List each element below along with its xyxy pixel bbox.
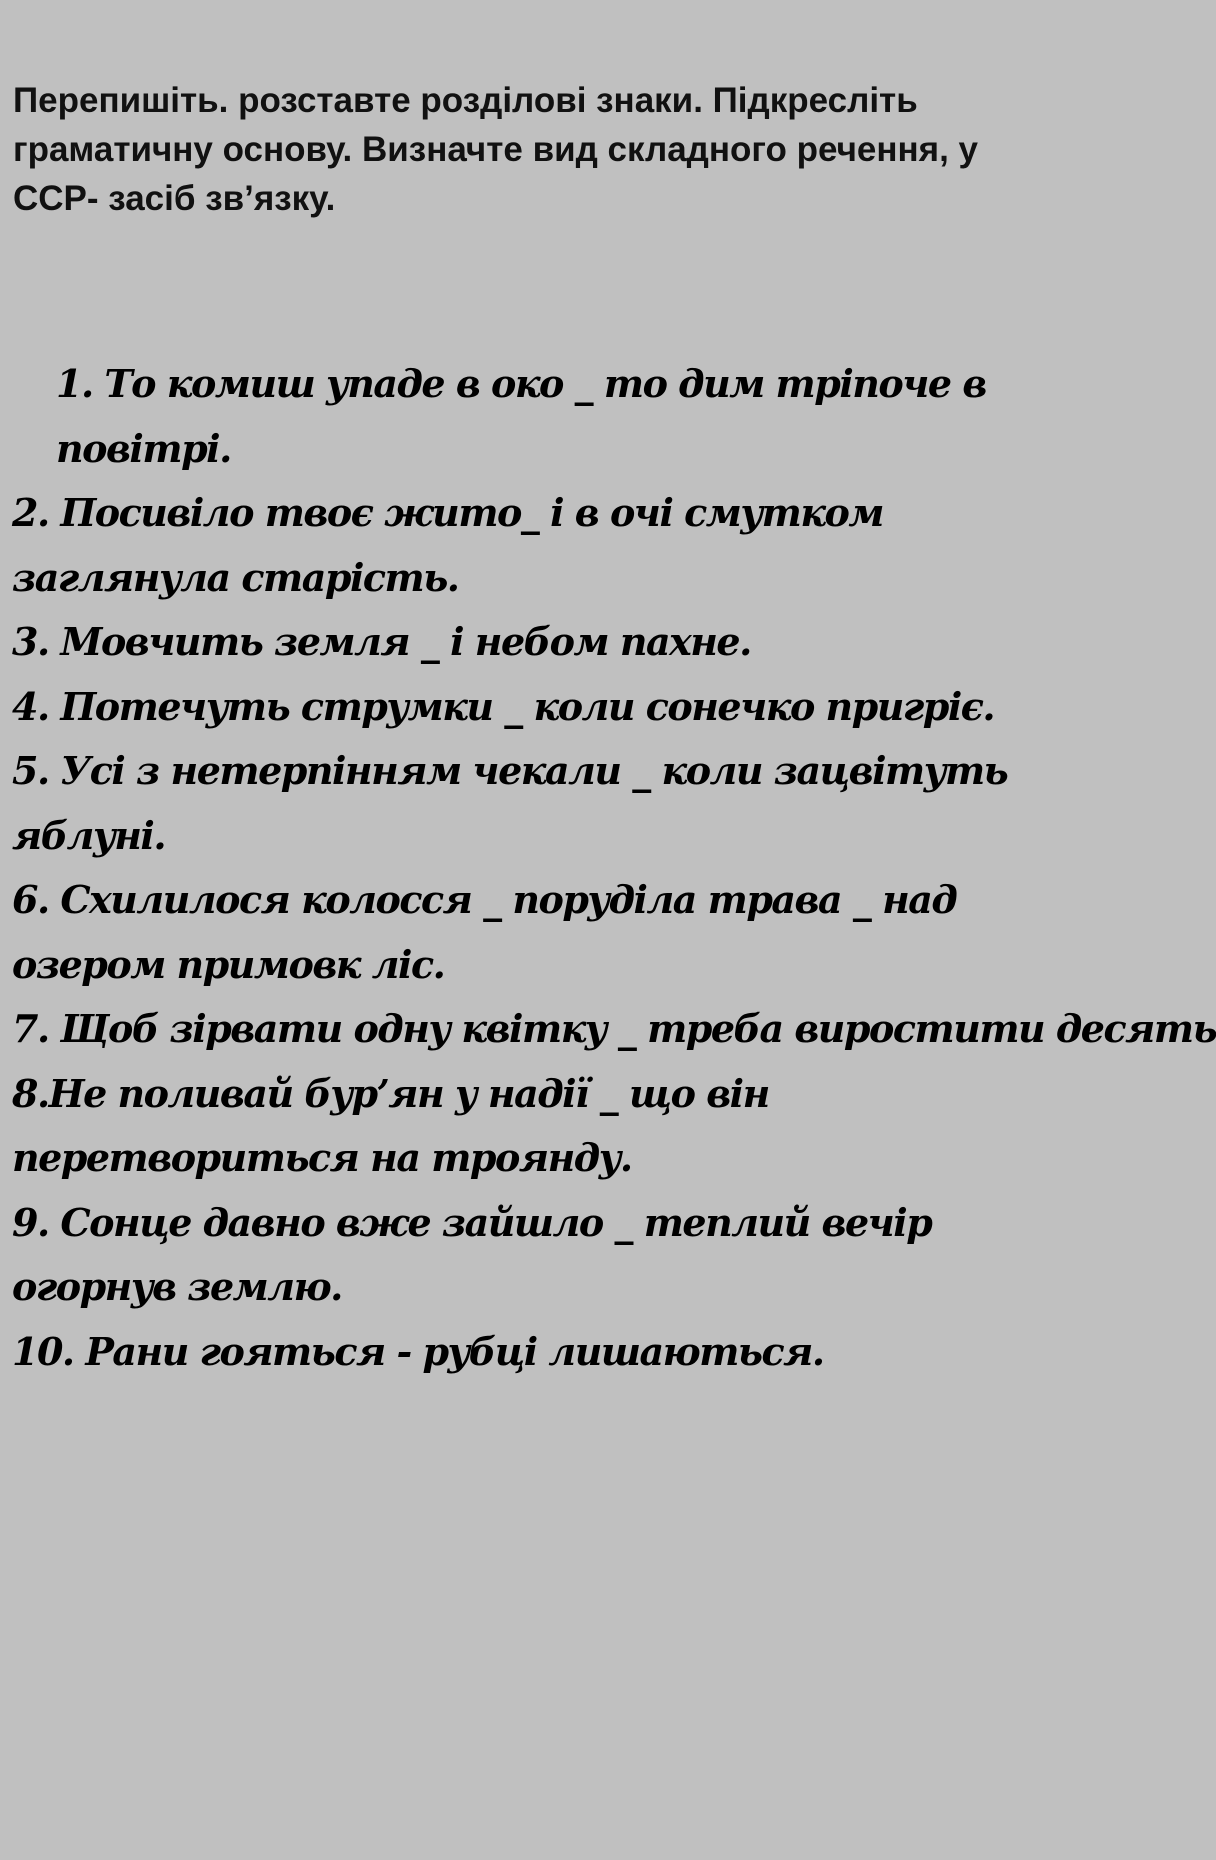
sentence-list (12, 352, 1216, 1384)
sentence-item-1: 1. То комиш упаде в око _ то дим тріпоче в повітрі. (56, 361, 986, 471)
sentence-item-4: 4. Потечуть струмки _ коли сонечко пригріє. (12, 683, 995, 729)
sentence-item-9: 9. Сонце давно вже зайшло _ теплий вечір огорнув землю. (12, 1199, 932, 1309)
sentence-item-3: 3. Мовчить земля _ і небом пахне. (12, 619, 751, 664)
sentence-item-5: 5. Усі з нетерпінням чекали _ коли зацвітуть яблуні. (12, 748, 1008, 858)
sentence-item-2: 2. Посивіло твоє жито_ і в очі смутком заглянула старість. (12, 490, 884, 600)
task-instructions: Перепишіть. розставте розділові знаки. Підкресліть граматичну основу. Визначте вид складного речення, у ССР- засіб зв’язку. (13, 81, 978, 218)
sentence-item-7: 7. Щоб зірвати одну квітку _ треба виростити десять (12, 1006, 1216, 1051)
sentence-item-10: 10. Рани гояться - рубці лишаються. (12, 1328, 824, 1374)
sentence-item-6: 6. Схилилося колосся _ поруділа трава _ над озером примовк ліс. (12, 877, 957, 987)
sentence-item-8: 8.Не поливай бур’ян у надії _ що він перетвориться на троянду. (12, 1070, 769, 1180)
